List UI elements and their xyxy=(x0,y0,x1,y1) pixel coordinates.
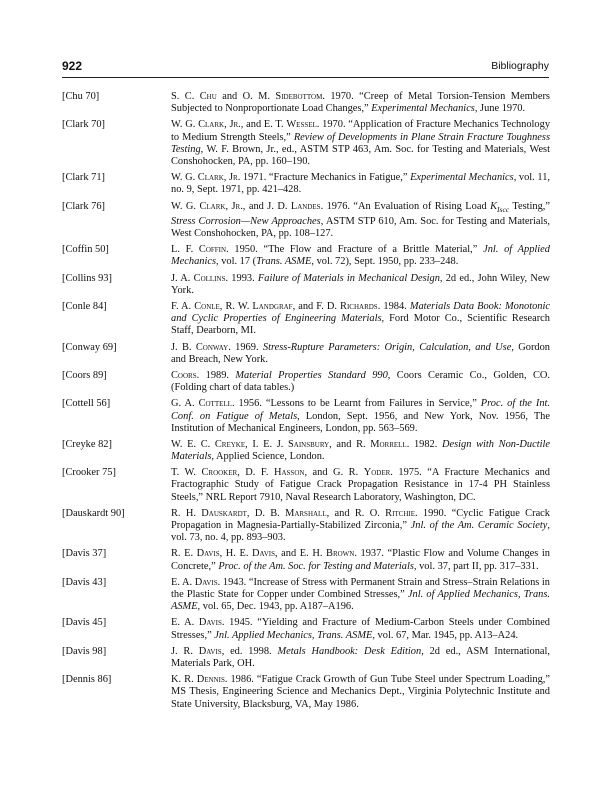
reference-fragment: W. G. xyxy=(171,200,200,212)
reference-fragment: J. A. xyxy=(171,272,194,284)
reference-fragment: , 2d ed., John Wiley, New York. xyxy=(171,272,551,296)
reference-fragment: , Applied Science, London. xyxy=(211,451,325,463)
author-name: Sidebottom xyxy=(275,91,323,102)
reference-fragment: , W. F. Brown, Jr., ed., ASTM STP 463, Am. Soc. for Testing and Materials, West Conshohocken, PA, pp. 160–190. xyxy=(171,143,550,167)
reference-fragment: . 1986. “Fatigue Crack Growth of Gun Tube Steel under Spectrum Loading,” MS Thesis, Engineering Science and Mechanics Dept., Virginia Polytechnic Institute and State University, Blacksburg, VA, May 1986. xyxy=(171,674,551,710)
author-name: Cottell xyxy=(198,398,232,410)
italic-title: K xyxy=(490,200,498,212)
author-name: Richards xyxy=(340,300,378,312)
author-name: Coffin xyxy=(198,244,227,256)
bibliography-entry xyxy=(62,617,550,641)
author-name: Creyke xyxy=(214,438,246,450)
citation-key: [Creyke 82] xyxy=(62,438,112,450)
bibliography-entry xyxy=(62,119,550,168)
author-name: Landgraf xyxy=(252,300,293,312)
reference-fragment: . 1976. “An Evaluation of Rising Load xyxy=(320,200,491,212)
bibliography-entry xyxy=(62,342,550,366)
reference-fragment: E. A. xyxy=(171,576,195,588)
author-name: Wessel xyxy=(286,119,317,131)
bibliography-entry xyxy=(62,646,550,670)
author-name: Davis xyxy=(198,645,222,657)
reference-fragment: F. A. xyxy=(171,300,195,312)
reference-fragment: and O. M. xyxy=(216,91,276,102)
reference-fragment: . 1945. “Yielding and Fracture of Medium-Carbon Steels under Combined Stresses,” xyxy=(171,617,551,641)
reference-fragment: , Coors Ceramic Co., Golden, CO. (Folding chart of data tables.) xyxy=(171,369,550,394)
citation-key: [Coors 89] xyxy=(62,369,107,381)
reference-fragment: L. F. xyxy=(171,244,199,256)
italic-title: Proc. of the Int. Conf. on Fatigue of Metals xyxy=(171,398,551,422)
reference-fragment: , and F. D. xyxy=(292,300,341,312)
citation-key: [Cottell 56] xyxy=(62,398,111,410)
author-name: Davis xyxy=(198,617,222,629)
reference-fragment: , xyxy=(224,119,230,131)
reference-fragment: . 1970. “Application of Fracture Mechanics Technology to Medium Strength Steels,” xyxy=(171,119,551,143)
citation-key: [Crooker 75] xyxy=(62,467,116,479)
italic-title: Experimental Mechanics xyxy=(410,172,514,184)
italic-title: Review of Developments in Plane Strain Fracture Toughness Testing xyxy=(171,131,550,155)
reference-text xyxy=(171,398,550,434)
citation-key: [Davis 37] xyxy=(62,548,107,560)
reference-fragment: , R. W. xyxy=(219,300,253,312)
author-name: Dennis xyxy=(196,674,225,686)
reference-fragment: 1971. “Fracture Mechanics in Fatigue,” xyxy=(240,172,411,184)
author-name: Collins xyxy=(193,272,226,284)
reference-fragment: S. C. xyxy=(171,91,200,102)
reference-fragment: , xyxy=(223,172,229,184)
reference-fragment: . 1989. xyxy=(196,369,236,381)
italic-title: Jnl. of the Am. Ceramic Society xyxy=(410,520,548,532)
reference-fragment: . 1990. “Cyclic Fatigue Crack Propagation in Magnesia-Partially-Stabilized Zirconia,” xyxy=(171,507,550,532)
italic-title: Stress-Rupture Parameters: Origin, Calculation, and Use xyxy=(262,341,512,353)
bibliography-entry xyxy=(62,370,550,394)
reference-fragment: , vol. 65, Dec. 1943, pp. A187–A196. xyxy=(197,601,354,613)
italic-title: Materials Data Book: Monotonic and Cyclic Properties of Engineering Materials xyxy=(171,300,551,325)
author-name: Clark xyxy=(198,119,225,131)
author-name: Brown xyxy=(326,548,355,560)
reference-fragment: E. A. xyxy=(171,617,199,629)
bibliography-entry xyxy=(62,548,550,572)
author-name: Conway xyxy=(195,341,229,353)
reference-fragment: , London, Sept. 1956, and New York, Nov. 1956, The Institution of Mechanical Engineers, London, pp. 563–569. xyxy=(171,410,550,434)
reference-fragment: T. W. xyxy=(171,467,202,479)
author-name: Crooker xyxy=(201,467,238,479)
reference-fragment: . 1970. “Creep of Metal Torsion-Tension Members Subjected to Nonproportionate Load Changes,” xyxy=(171,91,550,115)
author-name: Dauskardt xyxy=(201,507,247,519)
reference-fragment: , ASTM STP 610, Am. Soc. for Testing and Materials, West Conshohocken, PA, pp. 108–127. xyxy=(171,215,550,239)
reference-fragment: . 1982. xyxy=(406,438,442,450)
reference-text xyxy=(171,617,550,641)
page-number: 922 xyxy=(62,59,83,73)
citation-key: [Conway 69] xyxy=(62,341,117,353)
italic-title: Failure of Materials in Mechanical Design xyxy=(257,272,440,284)
reference-fragment: . 1937. “Plastic Flow and Volume Changes in Concrete,” xyxy=(171,548,550,572)
author-name: Jr. xyxy=(229,119,241,131)
bibliography-list xyxy=(62,91,550,715)
bibliography-entry xyxy=(62,508,550,544)
reference-fragment: , and E. T. xyxy=(240,119,287,131)
reference-fragment: . 1993. xyxy=(225,272,258,284)
author-name: Clark xyxy=(199,200,226,212)
author-name: Jr. xyxy=(231,200,243,212)
reference-text xyxy=(171,301,550,337)
reference-text xyxy=(171,91,550,115)
bibliography-entry xyxy=(62,244,550,268)
citation-key: [Clark 76] xyxy=(62,200,105,212)
reference-fragment: , D. B. xyxy=(246,507,286,519)
italic-title: Proc. of the Am. Soc. for Testing and Materials xyxy=(218,560,414,572)
reference-fragment: G. A. xyxy=(171,398,199,410)
bibliography-entry xyxy=(62,201,550,241)
reference-fragment: , xyxy=(225,200,232,212)
reference-text xyxy=(171,201,550,241)
author-name: Sainsbury xyxy=(287,438,330,450)
author-name: Coors xyxy=(171,369,197,381)
citation-key: [Dennis 86] xyxy=(62,674,112,686)
reference-fragment: , ed. 1998. xyxy=(221,645,278,657)
bibliography-entry xyxy=(62,398,550,434)
reference-fragment: , vol. 17 ( xyxy=(216,256,257,268)
reference-fragment: , H. E. xyxy=(219,548,253,560)
bibliography-entry xyxy=(62,439,550,463)
reference-fragment: , vol. 67, Mar. 1945, pp. A13–A24. xyxy=(372,629,519,641)
reference-fragment: , Gordon and Breach, New York. xyxy=(171,341,551,365)
bibliography-entry xyxy=(62,273,550,297)
bibliography-entry xyxy=(62,674,550,710)
author-name: Ritchie xyxy=(385,507,416,519)
citation-key: [Davis 45] xyxy=(62,617,107,629)
reference-text xyxy=(171,342,550,366)
reference-text xyxy=(171,119,550,168)
reference-fragment: , Ford Motor Co., Scientific Research Staff, Dearborn, MI. xyxy=(171,313,550,337)
reference-fragment: , vol. 37, part II, pp. 317–331. xyxy=(413,560,539,572)
citation-key: [Clark 71] xyxy=(62,172,105,184)
author-name: Marshall xyxy=(285,507,327,519)
italic-title: Metals Handbook: Desk Edition xyxy=(277,645,422,657)
reference-fragment: W. G. xyxy=(171,172,198,184)
running-head: Bibliography xyxy=(491,60,549,72)
reference-fragment: , D. F. xyxy=(237,467,274,479)
citation-key: [Clark 70] xyxy=(62,119,105,131)
reference-text xyxy=(171,674,550,710)
reference-fragment: . 1975. “A Fracture Mechanics and Fractographic Study of Fatigue Crack Propagation Resistance in 17-4 PH Stainless Steels,” NRL Report 7910, Naval Research Laboratory, Washington, DC. xyxy=(171,467,550,503)
reference-fragment: , June 1970. xyxy=(474,103,526,115)
reference-fragment: , vol. 72), Sept. 1950, pp. 233–248. xyxy=(311,256,459,268)
reference-text xyxy=(171,508,550,544)
reference-fragment: R. E. xyxy=(171,548,197,560)
italic-title: Design with Non-Ductile Materials xyxy=(171,438,550,463)
reference-fragment: , and R. O. xyxy=(326,507,386,519)
author-name: Jr. xyxy=(229,172,241,184)
author-name: Davis xyxy=(252,548,275,560)
citation-key: [Davis 43] xyxy=(62,576,107,588)
italic-title: Jnl. Applied Mechanics, Trans. ASME xyxy=(214,629,373,641)
reference-fragment: Testing,” xyxy=(509,200,551,212)
citation-key: [Davis 98] xyxy=(62,645,107,657)
reference-fragment: , I. E. J. xyxy=(245,438,288,450)
italic-title: Material Properties Standard 990 xyxy=(235,369,388,381)
italic-title: Stress Corrosion—New Approaches xyxy=(171,215,321,227)
citation-key: [Conle 84] xyxy=(62,300,107,312)
reference-fragment: R. H. xyxy=(171,507,202,519)
citation-key: [Dauskardt 90] xyxy=(62,507,125,519)
italic-title: Jnl. of Applied Mechanics, Trans. ASME xyxy=(171,589,551,613)
bibliography-entry xyxy=(62,91,550,115)
author-name: Yoder xyxy=(363,467,391,479)
reference-text xyxy=(171,172,550,196)
author-name: Conle xyxy=(194,300,220,312)
reference-fragment: J. B. xyxy=(171,341,196,353)
italic-title: Experimental Mechanics xyxy=(371,103,475,115)
author-name: Clark xyxy=(197,172,224,184)
reference-text xyxy=(171,646,550,670)
reference-fragment: . 1943. “Increase of Stress with Permanent Strain and Stress–Strain Relations in the Plastic State for Copper under Combined Stresses,” xyxy=(171,576,551,601)
reference-fragment: J. R. xyxy=(171,645,199,657)
italic-title: Trans. ASME xyxy=(256,256,312,268)
reference-fragment: , 2d ed., ASM International, Materials Park, OH. xyxy=(171,645,550,669)
bibliography-entry xyxy=(62,301,550,337)
reference-fragment: . 1956. “Lessons to be Learnt from Failures in Service,” xyxy=(231,398,481,410)
page-header xyxy=(62,57,549,78)
author-name: Davis xyxy=(196,548,220,560)
reference-text xyxy=(171,370,550,394)
reference-fragment: , and R. xyxy=(329,438,371,450)
reference-fragment: W. G. xyxy=(171,119,199,131)
author-name: Hasson xyxy=(273,467,305,479)
reference-fragment: , and E. H. xyxy=(274,548,327,560)
reference-fragment: K. R. xyxy=(171,674,197,686)
reference-fragment: . 1950. “The Flow and Fracture of a Brittle Material,” xyxy=(226,244,484,256)
reference-text xyxy=(171,577,550,613)
author-name: Davis xyxy=(194,576,218,588)
bibliography-entry xyxy=(62,467,550,503)
reference-fragment: Iscc xyxy=(497,204,510,214)
italic-title: Jnl. of Applied Mechanics xyxy=(171,244,550,268)
citation-key: [Collins 93] xyxy=(62,272,112,284)
reference-fragment: , and J. D. xyxy=(242,200,291,212)
bibliography-entry xyxy=(62,172,550,196)
reference-fragment: . 1984. xyxy=(377,300,410,312)
author-name: Landes xyxy=(290,200,321,212)
author-name: Morrell xyxy=(370,438,407,450)
bibliography-entry xyxy=(62,577,550,613)
citation-key: [Coffin 50] xyxy=(62,244,109,256)
author-name: Chu xyxy=(199,91,217,102)
reference-text xyxy=(171,439,550,463)
reference-fragment: , vol. 11, no. 9, Sept. 1971, pp. 421–428. xyxy=(171,172,550,196)
reference-text xyxy=(171,548,550,572)
reference-fragment: , vol. 73, no. 4, pp. 893–903. xyxy=(171,520,550,544)
reference-fragment: . 1969. xyxy=(228,341,263,353)
reference-text xyxy=(171,467,550,503)
reference-fragment: W. E. C. xyxy=(171,438,215,450)
reference-fragment: , and G. R. xyxy=(304,467,364,479)
reference-text xyxy=(171,244,550,268)
citation-key: [Chu 70] xyxy=(62,91,100,102)
reference-text xyxy=(171,273,550,297)
